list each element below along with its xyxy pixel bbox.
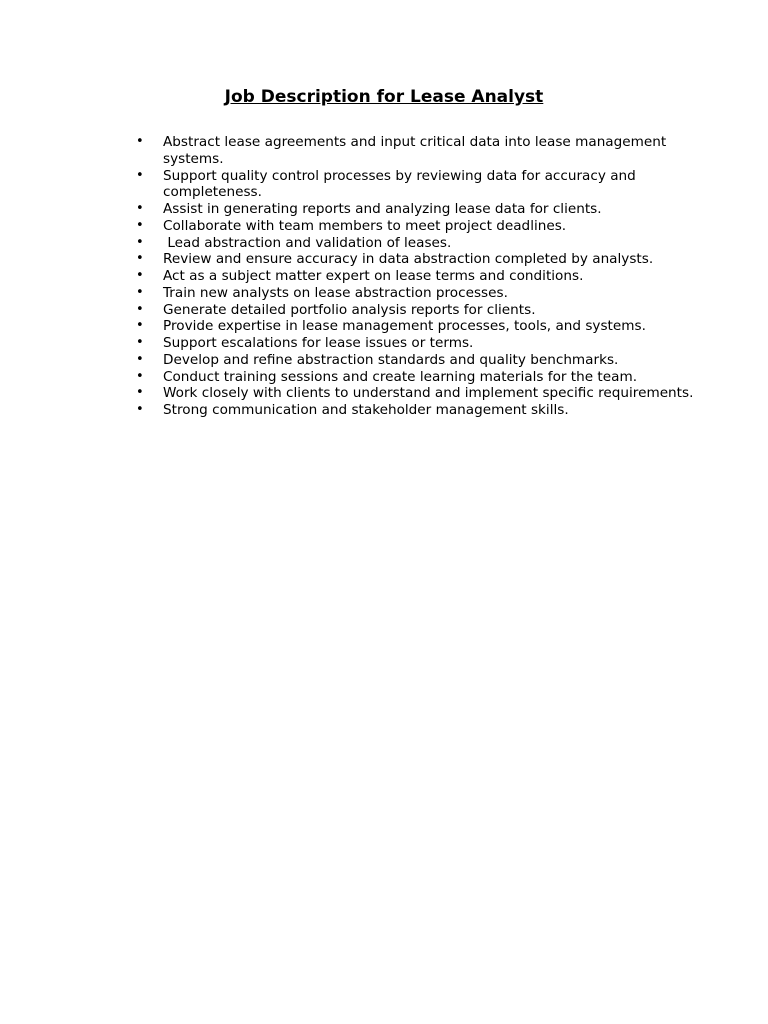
- list-item: [136, 285, 696, 302]
- bullet-icon: •: [136, 402, 144, 417]
- list-item: [136, 218, 696, 235]
- list-item: [136, 385, 696, 402]
- list-item-text: Work closely with clients to understand and implement specific requirements.: [163, 385, 694, 402]
- bullet-icon: •: [136, 301, 144, 317]
- bullet-icon: •: [136, 385, 144, 401]
- list-item: [136, 335, 696, 352]
- list-item: [136, 201, 696, 218]
- list-item: [136, 402, 696, 419]
- list-item-text: Collaborate with team members to meet project deadlines.: [163, 217, 567, 234]
- bullet-icon: •: [136, 217, 144, 233]
- list-item-text: Conduct training sessions and create learning materials for the team.: [163, 368, 638, 385]
- list-item-text: Assist in generating reports and analyzing lease data for clients.: [163, 201, 602, 217]
- bullet-icon: •: [136, 167, 144, 183]
- list-item-text: Lead abstraction and validation of leases.: [163, 234, 452, 251]
- list-item: [136, 134, 696, 168]
- list-item-text: Provide expertise in lease management processes, tools, and systems.: [163, 318, 646, 335]
- bullet-icon: •: [136, 251, 144, 267]
- list-item: [136, 352, 696, 369]
- list-item-text: Train new analysts on lease abstraction processes.: [163, 284, 508, 301]
- bullet-icon: •: [136, 318, 144, 334]
- list-item: [136, 235, 696, 252]
- bullet-icon: •: [136, 284, 144, 300]
- responsibilities-list: [136, 134, 696, 419]
- bullet-icon: •: [136, 134, 144, 149]
- list-item: [136, 318, 696, 335]
- list-item-text: Act as a subject matter expert on lease terms and conditions.: [163, 268, 584, 284]
- bullet-icon: •: [136, 351, 144, 367]
- bullet-icon: •: [136, 234, 144, 250]
- bullet-icon: •: [136, 268, 144, 283]
- bullet-icon: •: [136, 201, 144, 216]
- list-item: [136, 251, 696, 268]
- page-title: Job Description for Lease Analyst: [224, 87, 544, 107]
- list-item: [136, 168, 696, 202]
- list-item-text: Abstract lease agreements and input critical data into lease management systems.: [163, 134, 671, 167]
- list-item-text: Generate detailed portfolio analysis reports for clients.: [163, 301, 536, 318]
- bullet-icon: •: [136, 368, 144, 384]
- list-item-text: Strong communication and stakeholder management skills.: [163, 402, 569, 418]
- list-item-text: Develop and refine abstraction standards and quality benchmarks.: [163, 351, 619, 368]
- list-item: [136, 369, 696, 386]
- bullet-icon: •: [136, 335, 144, 350]
- list-item: [136, 268, 696, 285]
- list-item: [136, 302, 696, 319]
- list-item-text: Support escalations for lease issues or terms.: [163, 335, 474, 351]
- list-item-text: Support quality control processes by reviewing data for accuracy and completeness.: [163, 167, 641, 201]
- list-item-text: Review and ensure accuracy in data abstraction completed by analysts.: [163, 251, 654, 268]
